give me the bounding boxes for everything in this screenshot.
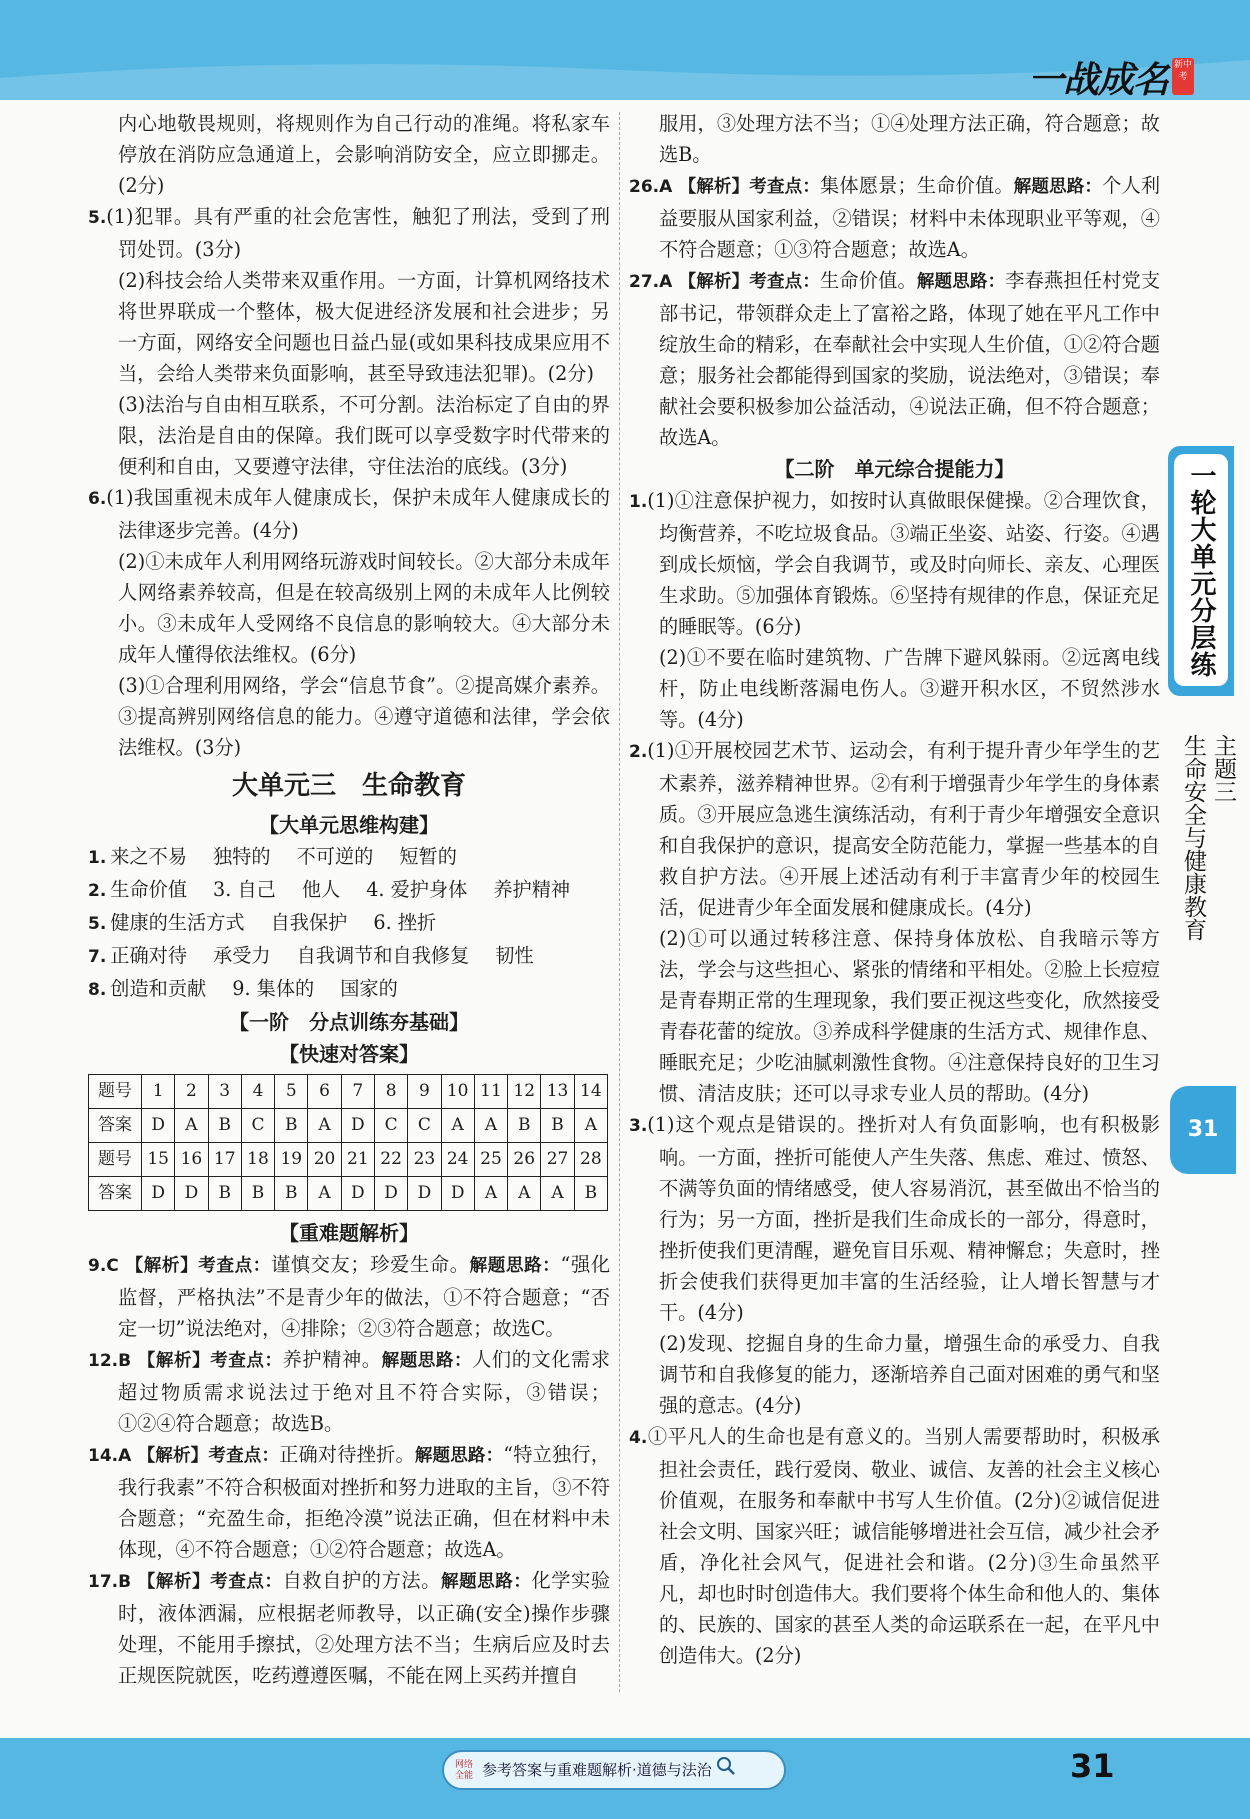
answer-6-part2: (2)①未成年人利用网络玩游戏时间较长。②大部分未成年人网络素养较高，但是在较高级别上网的未成年人比例较小。③未成年人受网络不良信息的影响较大。④大部分未成年人懂得依法维权。(6分): [118, 550, 610, 666]
build-row: 5. 健康的生活方式 自我保护 6. 挫折: [88, 911, 437, 934]
analysis-27: 27.A 【解析】考查点：生命价值。解题思路：李春燕担任村党支部书记，带领群众走上了富裕之路，体现了她在平凡工作中绽放生命的精彩，在奉献社会中实现人生价值，①②符合题意；服务社会都能得到国家的奖励，说法绝对，③错误；奉献社会要积极参加公益活动，④说法正确，但不符合题意；故选A。: [629, 269, 1161, 449]
table-row: 题号 15 16 17 18 19 20 21 22 23 24 25 26 27 28: [89, 1143, 608, 1177]
answer-b1-part1: 1.(1)①注意保护视力，如按时认真做眼保健操。②合理饮食，均衡营养，不吃垃圾食品。③端正坐姿、站姿、行姿。④遇到成长烦恼，学会自我调节，或及时向师长、亲友、心理医生求助。⑤加强体育锻炼。⑥坚持有规律的作息，保证充足的睡眠等。(6分): [629, 489, 1160, 638]
unit-title: 大单元三 生命教育: [231, 771, 466, 801]
side-topic-title: 生命安全与健康教育: [1180, 734, 1206, 941]
answer-6-part1: 6.(1)我国重视未成年人健康成长，保护未成年人健康成长的法律逐步完善。(4分): [88, 486, 610, 542]
brand-logo: 一战成名: [1027, 60, 1168, 101]
build-row: 8. 创造和贡献 9. 集体的 国家的: [88, 977, 398, 1000]
answer-b3-part1: 3.(1)这个观点是错误的。挫折对人有负面影响，也有积极影响。一方面，挫折可能使人产生失落、焦虑、难过、愤怒、不满等负面的情绪感受，使人容易消沉，甚至做出不恰当的行为；另一方面，挫折是我们生命成长的一部分，得意时，挫折使我们更清醒，避免盲目乐观、精神懈怠；失意时，挫折会使我们获得更加丰富的生活经验，让人增长智慧与才干。(4分): [629, 1113, 1160, 1324]
intro-text: 内心地敬畏规则，将规则作为自己行动的准绳。将私家车停放在消防应急通道上，会影响消防安全，应立即挪走。(2分): [118, 112, 610, 197]
footer-text: 参考答案与重难题解析·道德与法治: [482, 1761, 712, 1779]
analysis-14: 14.A 【解析】考查点：正确对待挫折。解题思路：“特立独行，我行我素”不符合积极面对挫折和努力进取的主旨，③不符合题意；“充盈生命，拒绝冷漠”说法正确，但在材料中未体现，④不符合题意；①②符合题意；故选A。: [88, 1443, 611, 1561]
answer-b2-part1: 2.(1)①开展校园艺术节、运动会，有利于提升青少年学生的艺术素养，滋养精神世界。②有利于增强青少年学生的身体素质。③开展应急逃生演练活动，有利于青少年增强安全意识和自我保护的意识，提高安全防范能力，掌握一些基本的自救自护方法。④开展上述活动有利于丰富青少年的校园生活，促进青少年全面发展和健康成长。(4分): [629, 739, 1160, 919]
side-tab-label: 一轮大单元分层练: [1174, 454, 1228, 686]
analysis-26: 26.A 【解析】考查点：集体愿景；生命价值。解题思路：个人利益要服从国家利益，②错误；材料中未体现职业平等观，④不符合题意；①③符合题意；故选A。: [629, 174, 1161, 261]
answer-5-part3: (3)法治与自由相互联系，不可分割。法治标定了自由的界限，法治是自由的保障。我们既可以享受数字时代带来的便利和自由，又要遵守法律，守住法治的底线。(3分): [118, 393, 610, 478]
analysis-17: 17.B 【解析】考查点：自救自护的方法。解题思路：化学实验时，液体洒漏，应根据老师教导，以正确(安全)操作步骤处理，不能用手擦拭，②处理方法不当；生病后应及时去正规医院就医，吃药遵遵医嘱，不能在网上买药并擅自: [88, 1569, 611, 1687]
right-column: [629, 108, 1160, 1671]
side-topic: [1178, 734, 1238, 1044]
table-row: 答案 D D B B B A D D D D A A A B: [89, 1177, 608, 1211]
brand-sub-badge: 新中考: [1172, 58, 1194, 95]
column-divider: [619, 112, 620, 1692]
answer-table: [88, 1074, 608, 1211]
table-row: 答案 D A B C B A D C C A A B B A: [89, 1109, 608, 1143]
stage2-title: 【二阶 单元综合提能力】: [774, 457, 1015, 481]
answer-b2-part2: (2)①可以通过转移注意、保持身体放松、自我暗示等方法，学会与这些担心、紧张的情绪和平相处。②脸上长痘痘是青春期正常的生理现象，我们要正视这些变化，欣然接受青春花蕾的绽放。③养成科学健康的生活方式、规律作息、睡眠充足；少吃油腻刺激性食物。④注意保持良好的卫生习惯、清洁皮肤；还可以寻求专业人员的帮助。(4分): [659, 927, 1160, 1105]
side-tab-series: [1168, 446, 1234, 696]
build-row: 1. 来之不易 独特的 不可逆的 短暂的: [88, 845, 457, 868]
answer-b1-part2: (2)①不要在临时建筑物、广告牌下避风躲雨。②远离电线杆，防止电线断落漏电伤人。③避开积水区，不贸然涉水等。(4分): [659, 646, 1160, 731]
build-row: 7. 正确对待 承受力 自我调节和自我修复 韧性: [88, 944, 534, 967]
side-page-number: 31: [1170, 1086, 1236, 1174]
side-topic-number: 主题三: [1210, 734, 1236, 803]
answer-5-part2: (2)科技会给人类带来双重作用。一方面，计算机网络技术将世界联成一个整体，极大促进经济发展和社会进步；另一方面，网络安全问题也日益凸显(或如果科技成果应用不当，会给人类带来负面影响，甚至导致违法犯罪)。(2分): [118, 269, 610, 385]
analysis-17-continued: 服用，③处理方法不当；①④处理方法正确，符合题意；故选B。: [659, 112, 1160, 166]
hard-questions-title: 【重难题解析】: [279, 1221, 419, 1245]
build-row: 2. 生命价值 3. 自己 他人 4. 爱护身体 养护精神: [88, 878, 571, 901]
answer-b4: 4.①平凡人的生命也是有意义的。当别人需要帮助时，积极承担社会责任，践行爱岗、敬业、诚信、友善的社会主义核心价值观，在服务和奉献中书写人生价值。(2分)②诚信促进社会文明、国家兴旺；诚信能够增进社会互信，减少社会矛盾，净化社会风气，促进社会和谐。(2分)③生命虽然平凡，却也时时创造伟大。我们要将个体生命和他人的、集体的、民族的、国家的甚至人类的命运联系在一起，在平凡中创造伟大。(2分): [629, 1425, 1160, 1667]
quick-answer-title: 【快速对答案】: [279, 1042, 419, 1066]
left-column: [88, 108, 610, 1691]
analysis-12: 12.B 【解析】考查点：养护精神。解题思路：人们的文化需求超过物质需求说法过于绝对且不符合实际，③错误；①②④符合题意；故选B。: [88, 1348, 611, 1435]
answer-6-part3: (3)①合理利用网络，学会“信息节食”。②提高媒介素养。③提高辨别网络信息的能力。④遵守道德和法律，学会依法维权。(3分): [118, 674, 610, 759]
page-number: 31: [1070, 1747, 1115, 1785]
footer-pill: [442, 1750, 786, 1790]
answer-5-part1: 5.(1)犯罪。具有严重的社会危害性，触犯了刑法，受到了刑罚处罚。(3分): [88, 205, 610, 261]
footer-logo: 网络 全能: [454, 1759, 473, 1781]
answer-b3-part2: (2)发现、挖掘自身的生命力量，增强生命的承受力、自我调节和自我修复的能力，逐渐培养自己面对困难的勇气和坚强的意志。(4分): [659, 1332, 1160, 1417]
unit-build-title: 【大单元思维构建】: [259, 813, 439, 837]
search-icon: [716, 1753, 736, 1789]
analysis-9: 9.C 【解析】考查点：谨慎交友；珍爱生命。解题思路：“强化监督，严格执法”不是青少年的做法，①不符合题意；“否定一切”说法绝对，④排除；②③符合题意；故选C。: [88, 1253, 611, 1340]
stage1-title: 【一阶 分点训练夯基础】: [229, 1010, 469, 1034]
table-row: 题号 1 2 3 4 5 6 7 8 9 10 11 12 13 14: [89, 1075, 608, 1109]
